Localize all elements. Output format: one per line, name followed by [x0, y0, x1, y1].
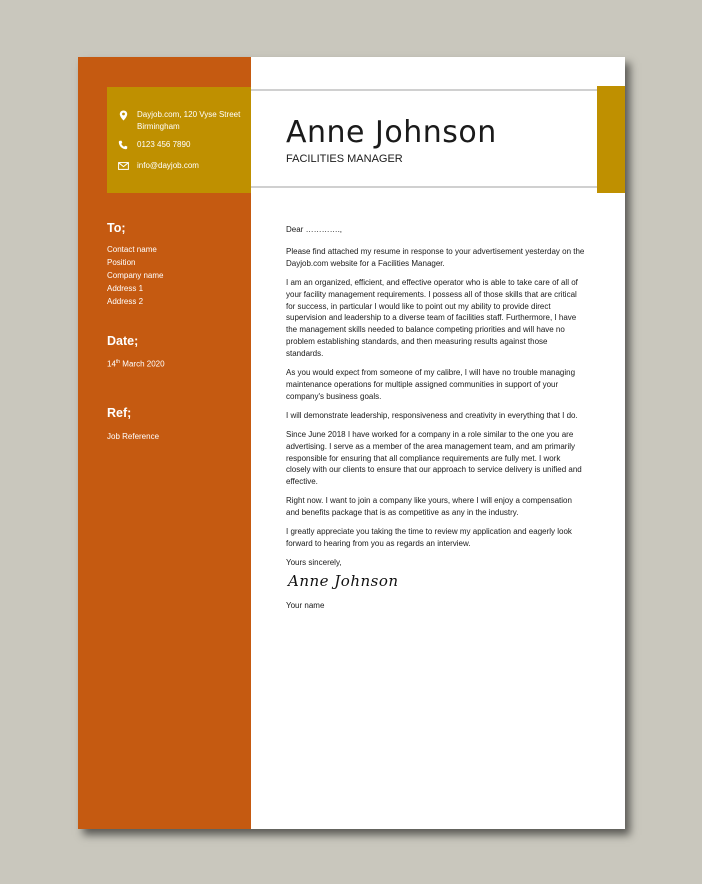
sidebar — [78, 57, 251, 829]
to-line: Address 1 — [107, 284, 144, 293]
phone-icon — [117, 139, 129, 151]
date-rest: March 2020 — [120, 359, 165, 369]
date-section — [107, 334, 165, 371]
contact-email: info@dayjob.com — [137, 161, 199, 170]
to-heading: To; — [107, 221, 126, 235]
applicant-name: Anne Johnson — [286, 115, 497, 150]
letter-paragraph: As you would expect from someone of my calibre, I will have no trouble managing maintenance operations for multiple assigned communities in support of your company's business goals. — [286, 368, 576, 401]
contact-phone-row — [117, 139, 247, 151]
to-line: Contact name — [107, 245, 157, 254]
cover-letter-page — [78, 57, 625, 829]
to-line: Position — [107, 258, 136, 267]
contact-phone: 0123 456 7890 — [137, 140, 191, 149]
letter-paragraph: Since June 2018 I have worked for a company in a role similar to the one you are advertising. I serve as a member of the area management team, and am primarily responsible for ensuring that all compliance requirements are fully met. I work closely with our clients to ensure that our approach to service delivery is unified and effective. — [286, 429, 582, 487]
job-title: FACILITIES MANAGER — [286, 153, 403, 165]
to-line: Company name — [107, 271, 164, 280]
location-pin-icon — [117, 109, 129, 121]
date-heading: Date; — [107, 334, 139, 348]
letter-paragraph: I will demonstrate leadership, responsiveness and creativity in everything that I do. — [286, 410, 578, 420]
to-section — [107, 221, 163, 308]
contact-box — [107, 87, 251, 193]
contact-email-row — [117, 160, 247, 172]
accent-tab — [597, 86, 625, 193]
letter-body — [286, 224, 586, 619]
date-day: 14 — [107, 359, 116, 369]
email-icon — [117, 160, 129, 172]
date-suffix: th — [115, 359, 121, 365]
letter-paragraph: Please find attached my resume in response to your advertisement yesterday on the Dayjob.com website for a Facilities Manager. — [286, 246, 585, 268]
header-band — [251, 89, 597, 188]
signature: Anne Johnson — [288, 571, 399, 590]
letter-paragraph: I greatly appreciate you taking the time to review my application and eagerly look forward to hearing from you as regards an interview. — [286, 527, 572, 548]
ref-value: Job Reference — [107, 432, 160, 441]
closing: Yours sincerely, — [286, 557, 342, 567]
ref-heading: Ref; — [107, 406, 132, 420]
salutation: Dear …………., — [286, 225, 343, 234]
letter-paragraph: Right now. I want to join a company like yours, where I will enjoy a compensation and benefits package that is as competitive as any in the industry. — [286, 496, 572, 518]
contact-address-row — [117, 109, 247, 133]
date-value — [107, 356, 165, 371]
ref-section — [107, 406, 159, 443]
to-line: Address 2 — [107, 297, 144, 306]
letter-paragraph: I am an organized, efficient, and effective operator who is able to take care of all of your facility management requirements. I possess all of those skills that are critical for success, in particular I would like to point out my ability to provide direct supervision and leadership to a diverse team of facilities staff. Furthermore, I have the management skills needed to balance competing priorities and will have no problem establishing standards, and then measuring results against those standards. — [286, 277, 578, 359]
your-name: Your name — [286, 600, 325, 610]
contact-address: Dayjob.com, 120 Vyse Street Birmingham — [137, 110, 241, 131]
